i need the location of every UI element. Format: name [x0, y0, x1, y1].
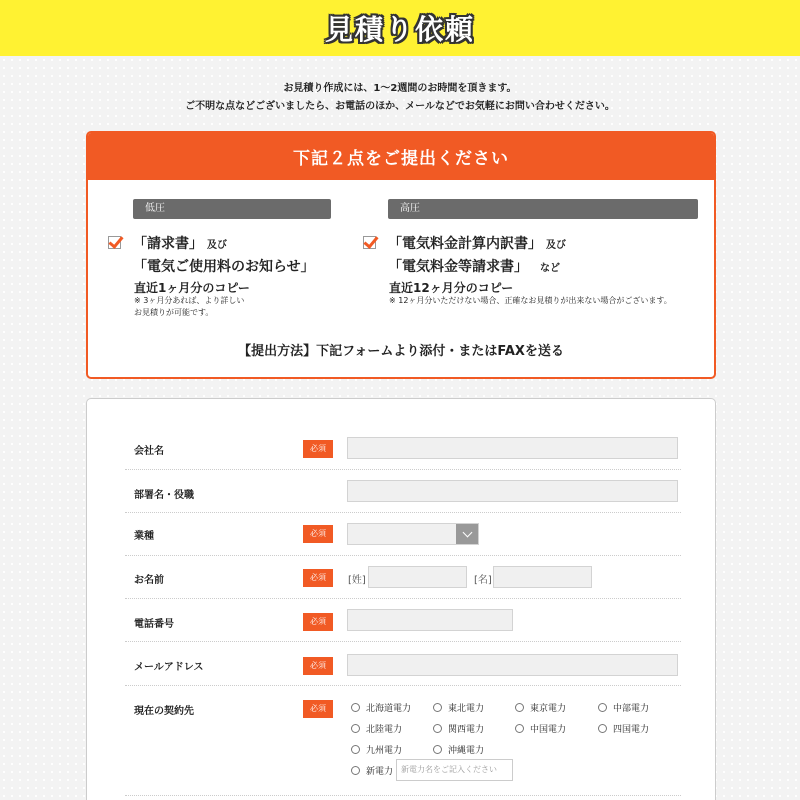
phone-input[interactable] — [347, 609, 513, 631]
radio-circle-icon[interactable] — [515, 703, 524, 712]
high-doc-1-suffix: 及び — [546, 240, 566, 251]
radio-circle-icon[interactable] — [351, 745, 360, 754]
high-voltage-tag: 高圧 — [388, 199, 698, 219]
department-label: 部署名・役職 — [134, 490, 194, 501]
new-power-name-input[interactable]: 新電力名をご記入ください — [396, 759, 513, 781]
quote-form — [86, 398, 716, 800]
low-voltage-tag: 低圧 — [133, 199, 331, 219]
radio-circle-icon[interactable] — [351, 703, 360, 712]
required-badge: 必須 — [303, 525, 333, 543]
phone-label: 電話番号 — [134, 619, 174, 630]
first-name-input[interactable] — [493, 566, 592, 588]
radio-tohoku[interactable] — [433, 701, 484, 714]
radio-kyushu[interactable] — [351, 743, 402, 756]
form-row-department — [125, 470, 681, 513]
submit-documents-box — [86, 131, 716, 379]
radio-okinawa[interactable] — [433, 743, 484, 756]
radio-label: 北海道電力 — [366, 704, 412, 714]
radio-label: 新電力 — [366, 767, 394, 777]
intro-line-2: ご不明な点などございましたら、お電話のほか、メールなどでお気軽にお問い合わせください。 — [185, 101, 615, 112]
form-row-contract — [125, 686, 681, 796]
required-badge: 必須 — [303, 613, 333, 631]
low-copy-period: 直近1ヶ月分のコピー — [134, 281, 250, 295]
radio-label: 九州電力 — [366, 746, 403, 756]
low-doc-1-text: 「請求書」 — [133, 236, 203, 252]
radio-tokyo[interactable] — [515, 701, 566, 714]
high-doc-1 — [388, 233, 566, 253]
header-band — [0, 0, 800, 56]
high-note: ※ 12ヶ月分いただけない場合、正確なお見積りが出来ない場合がございます。 — [389, 296, 672, 305]
intro-line-1: お見積り作成には、1〜2週間のお時間を頂きます。 — [283, 83, 517, 94]
high-doc-1-text: 「電気料金計算内訳書」 — [388, 236, 542, 252]
low-note-2: お見積りが可能です。 — [134, 308, 214, 317]
high-copy-period: 直近12ヶ月分のコピー — [389, 281, 514, 295]
first-name-bracket: [名] — [474, 575, 492, 586]
radio-circle-icon[interactable] — [515, 724, 524, 733]
low-note-1: ※ 3ヶ月分あれば、より詳しい — [134, 296, 245, 305]
radio-label: 北陸電力 — [366, 725, 403, 735]
radio-circle-icon[interactable] — [433, 724, 442, 733]
company-input[interactable] — [347, 437, 678, 459]
required-badge: 必須 — [303, 569, 333, 587]
radio-hokkaido[interactable] — [351, 701, 411, 714]
high-doc-2 — [388, 256, 560, 276]
checkmark-icon — [108, 236, 121, 249]
form-row-industry — [125, 513, 681, 556]
radio-circle-icon[interactable] — [598, 724, 607, 733]
high-doc-2-text: 「電気料金等請求書」 — [388, 259, 528, 275]
contract-label: 現在の契約先 — [134, 706, 194, 717]
radio-circle-icon[interactable] — [351, 766, 360, 775]
radio-hokuriku[interactable] — [351, 722, 402, 735]
department-input[interactable] — [347, 480, 678, 502]
form-row-phone — [125, 599, 681, 642]
radio-circle-icon[interactable] — [351, 724, 360, 733]
last-name-input[interactable] — [368, 566, 467, 588]
checkmark-icon — [363, 236, 376, 249]
low-doc-1 — [133, 233, 227, 253]
radio-label: 東京電力 — [530, 704, 567, 714]
required-badge: 必須 — [303, 440, 333, 458]
low-doc-1-suffix: 及び — [207, 240, 227, 251]
low-voltage-column — [133, 199, 331, 317]
chevron-down-icon[interactable] — [456, 524, 478, 544]
email-label: メールアドレス — [134, 662, 204, 673]
required-badge: 必須 — [303, 700, 333, 718]
radio-label: 沖縄電力 — [448, 746, 485, 756]
high-voltage-column — [388, 199, 698, 305]
page-title: 見積り依頼 — [324, 13, 475, 46]
form-row-name — [125, 556, 681, 599]
form-row-email — [125, 642, 681, 686]
radio-label: 中国電力 — [530, 725, 567, 735]
radio-new-power[interactable] — [351, 764, 393, 777]
radio-label: 中部電力 — [613, 704, 650, 714]
radio-chubu[interactable] — [598, 701, 649, 714]
low-doc-2: 「電気ご使用料のお知らせ」 — [133, 259, 315, 275]
radio-label: 四国電力 — [613, 725, 650, 735]
radio-circle-icon[interactable] — [433, 703, 442, 712]
name-label: お名前 — [134, 575, 164, 586]
high-doc-2-suffix: など — [540, 263, 560, 274]
radio-label: 関西電力 — [448, 725, 485, 735]
company-label: 会社名 — [134, 446, 164, 457]
last-name-bracket: [姓] — [348, 575, 366, 586]
required-badge: 必須 — [303, 657, 333, 675]
submission-method: 【提出方法】下記フォームより添付・またはFAXを送る — [238, 344, 564, 359]
radio-shikoku[interactable] — [598, 722, 649, 735]
radio-label: 東北電力 — [448, 704, 485, 714]
radio-circle-icon[interactable] — [598, 703, 607, 712]
submit-box-title: 下記２点をご提出ください — [88, 133, 714, 180]
industry-label: 業種 — [134, 531, 154, 542]
radio-circle-icon[interactable] — [433, 745, 442, 754]
industry-select[interactable] — [347, 523, 479, 545]
radio-kansai[interactable] — [433, 722, 484, 735]
form-row-company — [125, 426, 681, 470]
email-input[interactable] — [347, 654, 678, 676]
radio-chugoku[interactable] — [515, 722, 566, 735]
